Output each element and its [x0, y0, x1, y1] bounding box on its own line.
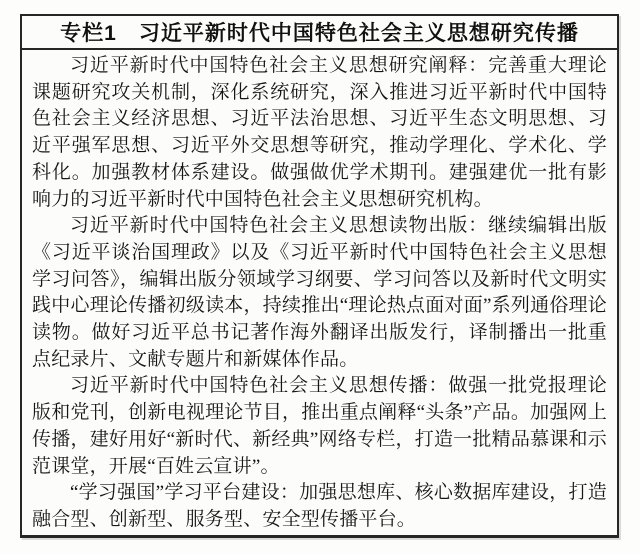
column-body — [22, 50, 617, 534]
column-box — [20, 14, 619, 538]
paragraph-thought-dissemination: 习近平新时代中国特色社会主义思想传播：做强一批党报理论版和党刊，创新电视理论节目，推出重点阐释“头条”产品。加强网上传播，建好用好“新时代、新经典”网络专栏，打造一批精品慕课和示范课堂，开展“百姓云宣讲”。 — [32, 375, 607, 477]
column-title: 专栏1 习近平新时代中国特色社会主义思想研究传播 — [22, 16, 617, 50]
paragraph-readings-publication: 习近平新时代中国特色社会主义思想读物出版：继续编辑出版《习近平谈治国理政》以及《习近平新时代中国特色社会主义思想学习问答》，编辑出版分领域学习纲要、学习问答以及新时代文明实践中心理论传播初级读本，持续推出“理论热点面对面”系列通俗理论读物。做好习近平总书记著作海外翻译出版发行，译制播出一批重点纪录片、文献专题片和新媒体作品。 — [32, 215, 607, 370]
paragraph-research-interpretation: 习近平新时代中国特色社会主义思想研究阐释：完善重大理论课题研究攻关机制，深化系统研究，深入推进习近平新时代中国特色社会主义经济思想、习近平法治思想、习近平生态文明思想、习近平强军思想、习近平外交思想等研究，推动学理化、学术化、学科化。加强教材体系建设。做强做优学术期刊。建强建优一批有影响力的习近平新时代中国特色社会主义思想研究机构。 — [32, 55, 607, 210]
paragraph-xuexi-qiangguo-platform: “学习强国”学习平台建设：加强思想库、核心数据库建设，打造融合型、创新型、服务型、安全型传播平台。 — [32, 482, 607, 530]
